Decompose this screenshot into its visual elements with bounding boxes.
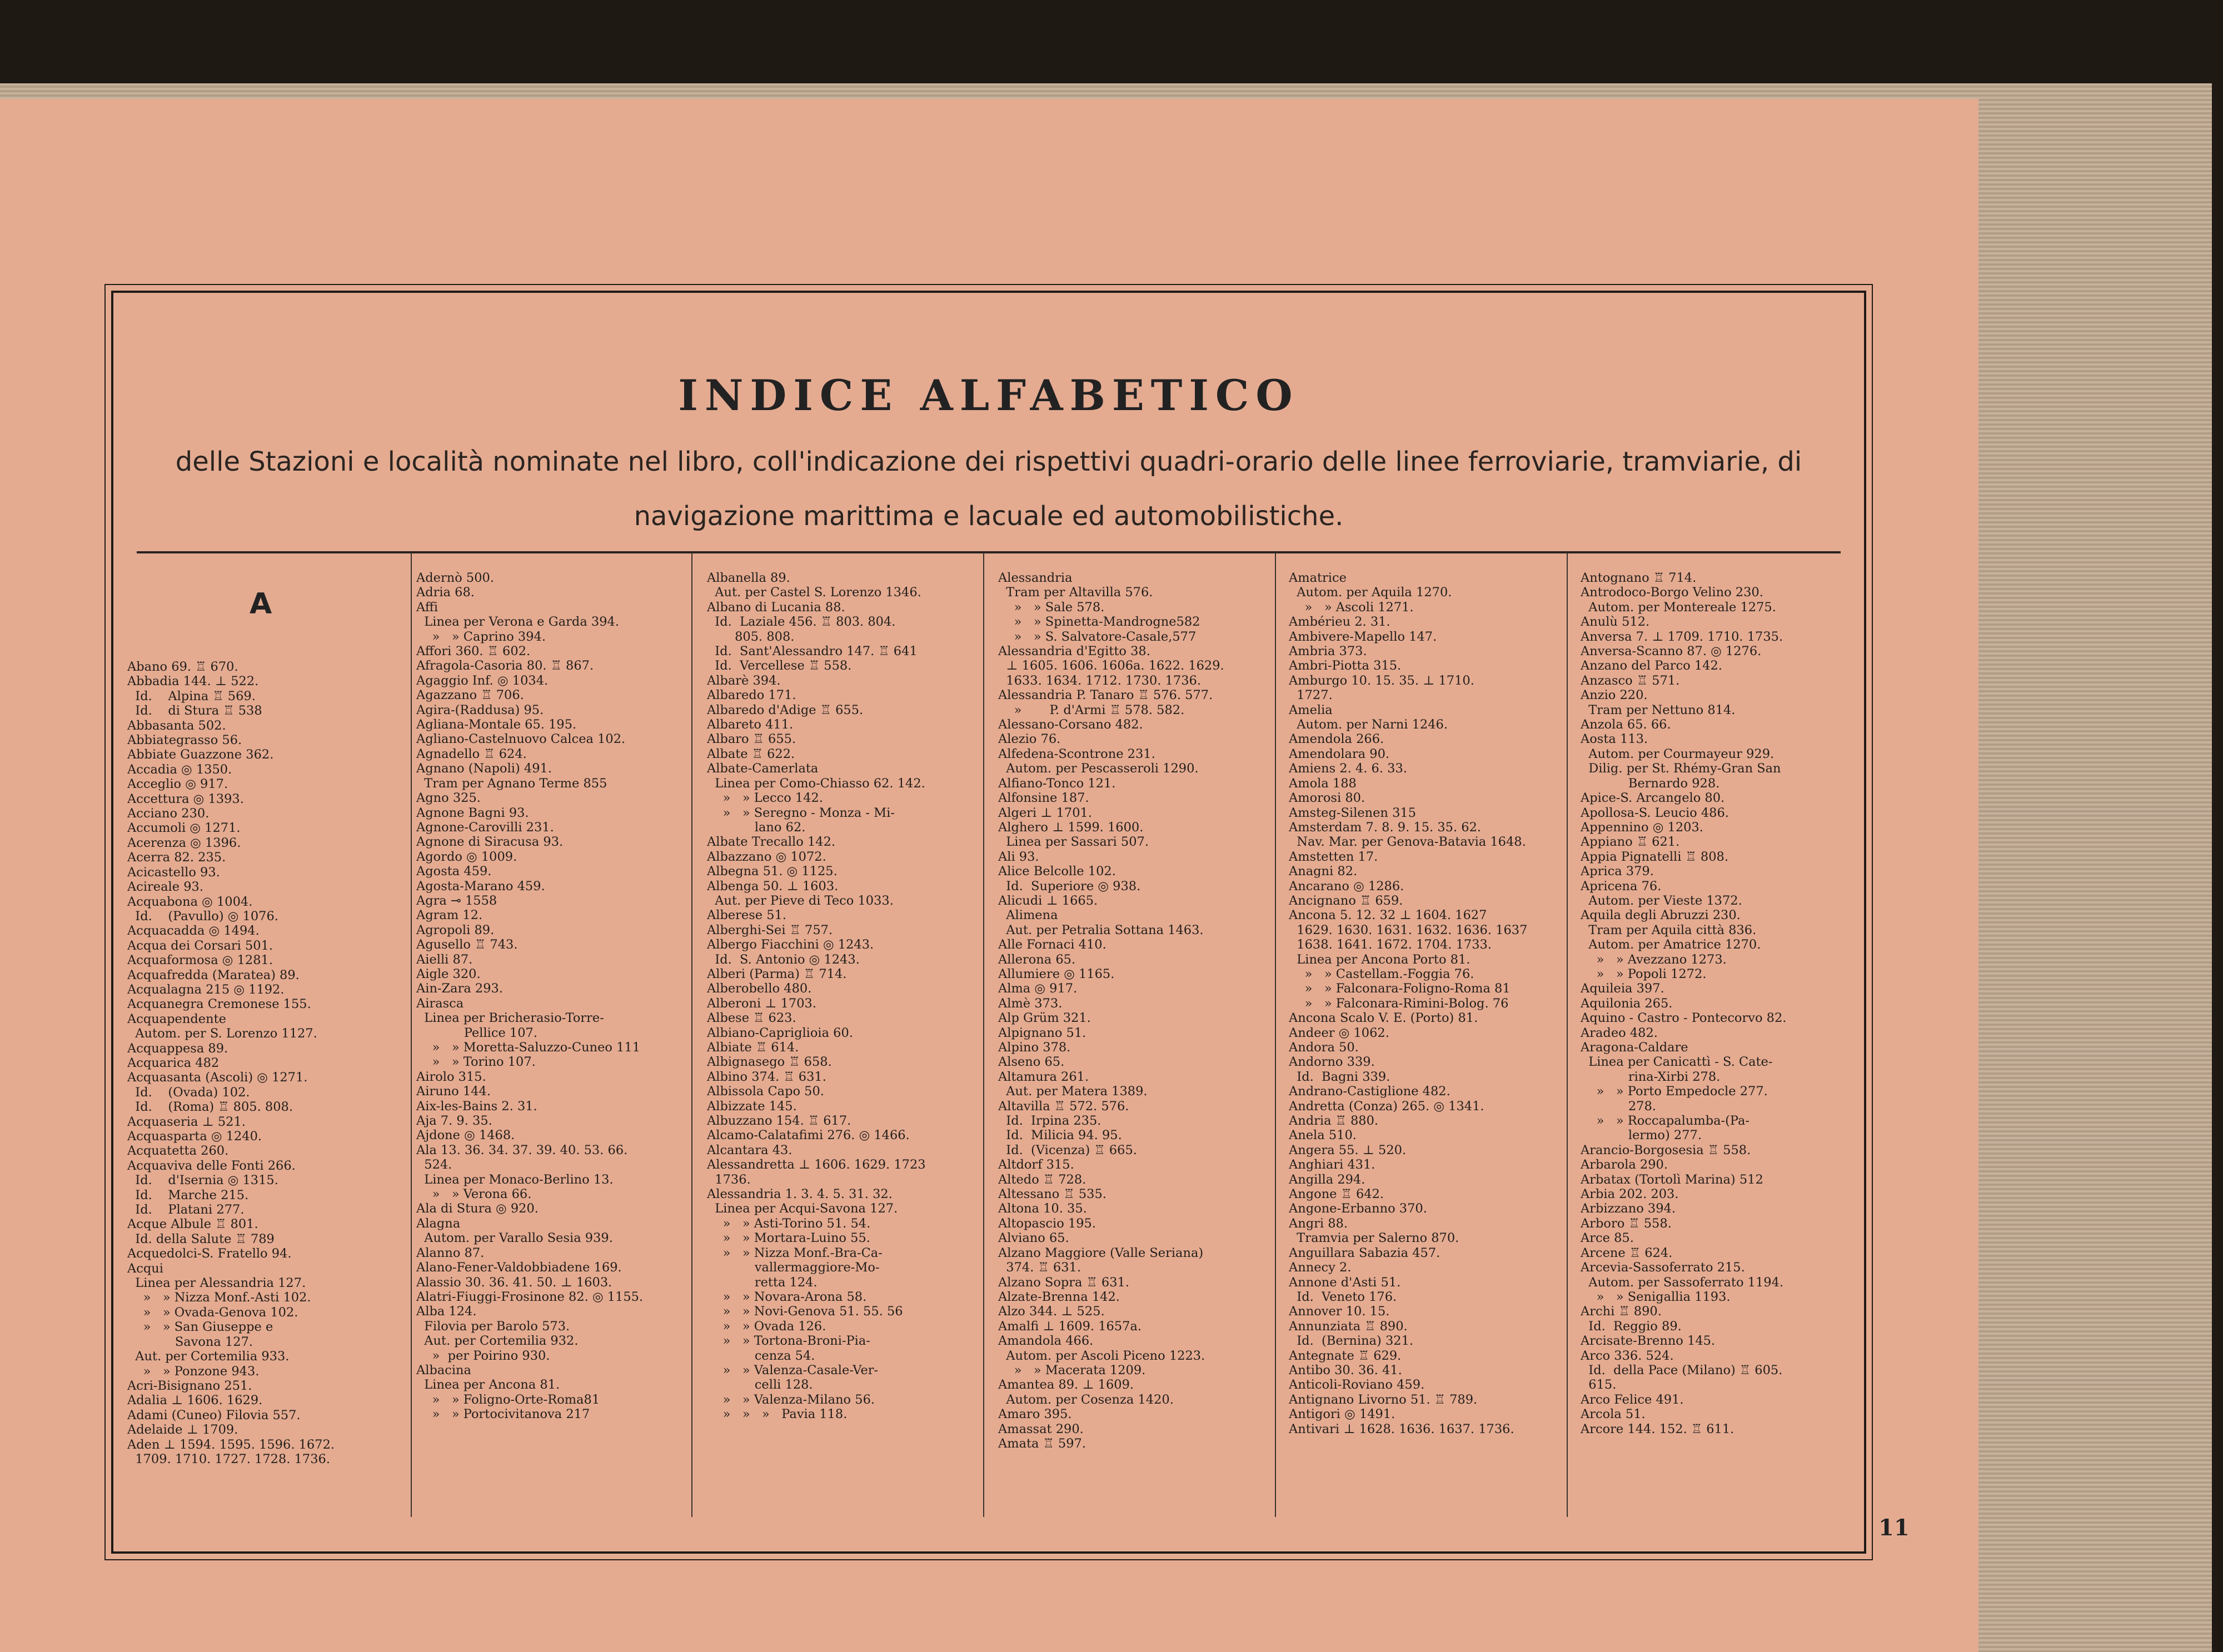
section-letter: A bbox=[250, 587, 272, 621]
index-column-4: Alessandria Tram per Altavilla 576. » » Sale 578. » » Spinetta-Mandrogne582 » » S. Salvatore-Casale,577 Alessandria d'Egitto 38. ⊥ 1605. 1606. 1606a. 1622. 1629. 1633. 1634. 1712. 1730. 1736. Alessandria P. Tanaro ♖ 576. 577. » P. d'Armi ♖ 578. 582. Alessano-Corsano 482. Alezio 76. Alfedena-Scontrone 231. Autom. per Pescasseroli 1290. Alfiano-Tonco 121. Alfonsine 187. Algeri ⊥ 1701. Alghero ⊥ 1599. 1600. Linea per Sassari 507. Ali 93. Alice Belcolle 102. Id. Superiore ◎ 938. Alicudi ⊥ 1665. Alimena Aut. per Petralia Sottana 1463. Alle Fornaci 410. Allerona 65. Allumiere ◎ 1165. Alma ◎ 917. Almè 373. Alp Grüm 321. Alpignano 51. Alpino 378. Alseno 65. Altamura 261. Aut. per Matera 1389. Altavilla ♖ 572. 576. Id. Irpina 235. Id. Milicia 94. 95. Id. (Vicenza) ♖ 665. Altdorf 315. Altedo ♖ 728. Altessano ♖ 535. Altona 10. 35. Altopascio 195. Alviano 65. Alzano Maggiore (Valle Seriana) 374. ♖ 631. Alzano Sopra ♖ 631. Alzate-Brenna 142. Alzo 344. ⊥ 525. Amalfi ⊥ 1609. 1657a. Amandola 466. Autom. per Ascoli Piceno 1223. » » Macerata 1209. Amantea 89. ⊥ 1609. Autom. per Cosenza 1420. Amaro 395. Amassat 290. Amata ♖ 597. bbox=[998, 571, 1224, 1451]
index-column-6: Antognano ♖ 714. Antrodoco-Borgo Velino 230. Autom. per Montereale 1275. Anulù 512. Anversa 7. ⊥ 1709. 1710. 1735. Anversa-Scanno 87. ◎ 1276. Anzano del Parco 142. Anzasco ♖ 571. Anzio 220. Tram per Nettuno 814. Anzola 65. 66. Aosta 113. Autom. per Courmayeur 929. Dilig. per St. Rhémy-Gran San Bernardo 928. Apice-S. Arcangelo 80. Apollosa-S. Leucio 486. Appennino ◎ 1203. Appiano ♖ 621. Appia Pignatelli ♖ 808. Aprica 379. Apricena 76. Autom. per Vieste 1372. Aquila degli Abruzzi 230. Tram per Aquila città 836. Autom. per Amatrice 1270. » » Avezzano 1273. » » Popoli 1272. Aquileia 397. Aquilonia 265. Aquino - Castro - Pontecorvo 82. Aradeo 482. Aragona-Caldare Linea per Canicattì - S. Cate- rina-Xirbi 278. » » Porto Empedocle 277. 278. » » Roccapalumba-(Pa- lermo) 277. Arancio-Borgosesia ♖ 558. Arbarola 290. Arbatax (Tortolì Marina) 512 Arbia 202. 203. Arbizzano 394. Arboro ♖ 558. Arce 85. Arcene ♖ 624. Arcevia-Sassoferrato 215. Autom. per Sassoferrato 1194. » » Senigallia 1193. Archi ♖ 890. Id. Reggio 89. Arcisate-Brenno 145. Arco 336. 524. Id. della Pace (Milano) ♖ 605. 615. Arco Felice 491. Arcola 51. Arcore 144. 152. ♖ 611. bbox=[1581, 571, 1787, 1436]
page-title: INDICE ALFABETICO bbox=[678, 371, 1299, 420]
book-page bbox=[0, 99, 1978, 1652]
index-column-2: Adernò 500. Adria 68. Affi Linea per Verona e Garda 394. » » Caprino 394. Affori 360. ♖ 602. Afragola-Casoria 80. ♖ 867. Agaggio Inf. ◎ 1034. Agazzano ♖ 706. Agira-(Raddusa) 95. Agliana-Montale 65. 195. Agliano-Castelnuovo Calcea 102. Agnadello ♖ 624. Agnano (Napoli) 491. Tram per Agnano Terme 855 Agno 325. Agnone Bagni 93. Agnone-Carovilli 231. Agnone di Siracusa 93. Agordo ◎ 1009. Agosta 459. Agosta-Marano 459. Agra ⊸ 1558 Agram 12. Agropoli 89. Agusello ♖ 743. Aielli 87. Aigle 320. Ain-Zara 293. Airasca Linea per Bricherasio-Torre- Pellice 107. » » Moretta-Saluzzo-Cuneo 111 » » Torino 107. Airolo 315. Airuno 144. Aix-les-Bains 2. 31. Aja 7. 9. 35. Ajdone ◎ 1468. Ala 13. 36. 34. 37. 39. 40. 53. 66. 524. Linea per Monaco-Berlino 13. » » Verona 66. Ala di Stura ◎ 920. Alagna Autom. per Varallo Sesia 939. Alanno 87. Alano-Fener-Valdobbiadene 169. Alassio 30. 36. 41. 50. ⊥ 1603. Alatri-Fiuggi-Frosinone 82. ◎ 1155. Alba 124. Filovia per Barolo 573. Aut. per Cortemilia 932. » per Poirino 930. Albacina Linea per Ancona 81. » » Foligno-Orte-Roma81 » » Portocivitanova 217 bbox=[416, 571, 644, 1422]
header-divider bbox=[137, 551, 1841, 553]
index-column-5: Amatrice Autom. per Aquila 1270. » » Ascoli 1271. Ambérieu 2. 31. Ambivere-Mapello 147. Ambria 373. Ambri-Piotta 315. Amburgo 10. 15. 35. ⊥ 1710. 1727. Amelia Autom. per Narni 1246. Amendola 266. Amendolara 90. Amiens 2. 4. 6. 33. Amola 188 Amorosi 80. Amsteg-Silenen 315 Amsterdam 7. 8. 9. 15. 35. 62. Nav. Mar. per Genova-Batavia 1648. Amstetten 17. Anagni 82. Ancarano ◎ 1286. Ancignano ♖ 659. Ancona 5. 12. 32 ⊥ 1604. 1627 1629. 1630. 1631. 1632. 1636. 1637 1638. 1641. 1672. 1704. 1733. Linea per Ancona Porto 81. » » Castellam.-Foggia 76. » » Falconara-Foligno-Roma 81 » » Falconara-Rimini-Bolog. 76 Ancona Scalo V. E. (Porto) 81. Andeer ◎ 1062. Andora 50. Andorno 339. Id. Bagni 339. Andrano-Castiglione 482. Andretta (Conza) 265. ◎ 1341. Andria ♖ 880. Anela 510. Angera 55. ⊥ 520. Anghiari 431. Angilla 294. Angone ♖ 642. Angone-Erbanno 370. Angri 88. Tramvia per Salerno 870. Anguillara Sabazia 457. Annecy 2. Annone d'Asti 51. Id. Veneto 176. Annover 10. 15. Annunziata ♖ 890. Id. (Bernina) 321. Antegnate ♖ 629. Antibo 30. 36. 41. Anticoli-Roviano 459. Antignano Livorno 51. ♖ 789. Antigori ◎ 1491. Antivari ⊥ 1628. 1636. 1637. 1736. bbox=[1289, 571, 1528, 1436]
index-column-1: Abano 69. ♖ 670. Abbadia 144. ⊥ 522. Id. Alpina ♖ 569. Id. di Stura ♖ 538 Abbasanta 502. Abbiategrasso 56. Abbiate Guazzone 362. Accadia ◎ 1350. Acceglio ◎ 917. Accettura ◎ 1393. Acciano 230. Accumoli ◎ 1271. Acerenza ◎ 1396. Acerra 82. 235. Acicastello 93. Acireale 93. Acquabona ◎ 1004. Id. (Pavullo) ◎ 1076. Acquacadda ◎ 1494. Acqua dei Corsari 501. Acquaformosa ◎ 1281. Acquafredda (Maratea) 89. Acqualagna 215 ◎ 1192. Acquanegra Cremonese 155. Acquapendente Autom. per S. Lorenzo 1127. Acquappesa 89. Acquarica 482 Acquasanta (Ascoli) ◎ 1271. Id. (Ovada) 102. Id. (Roma) ♖ 805. 808. Acquaseria ⊥ 521. Acquasparta ◎ 1240. Acquatetta 260. Acquaviva delle Fonti 266. Id. d'Isernia ◎ 1315. Id. Marche 215. Id. Platani 277. Acque Albule ♖ 801. Id. della Salute ♖ 789 Acquedolci-S. Fratello 94. Acqui Linea per Alessandria 127. » » Nizza Monf.-Asti 102. » » Ovada-Genova 102. » » San Giuseppe e Savona 127. Aut. per Cortemilia 933. » » Ponzone 943. Acri-Bisignano 251. Adalia ⊥ 1606. 1629. Adami (Cuneo) Filovia 557. Adelaide ⊥ 1709. Aden ⊥ 1594. 1595. 1596. 1672. 1709. 1710. 1727. 1728. 1736. bbox=[127, 660, 335, 1466]
index-frame bbox=[111, 291, 1866, 1554]
index-column-3: Albanella 89. Aut. per Castel S. Lorenzo 1346. Albano di Lucania 88. Id. Laziale 456. ♖ 803. 804. 805. 808. Id. Sant'Alessandro 147. ♖ 641 Id. Vercellese ♖ 558. Albarè 394. Albaredo 171. Albaredo d'Adige ♖ 655. Albareto 411. Albaro ♖ 655. Albate ♖ 622. Albate-Camerlata Linea per Como-Chiasso 62. 142. » » Lecco 142. » » Seregno - Monza - Mi- lano 62. Albate Trecallo 142. Albazzano ◎ 1072. Albegna 51. ◎ 1125. Albenga 50. ⊥ 1603. Aut. per Pieve di Teco 1033. Alberese 51. Alberghi-Sei ♖ 757. Albergo Fiacchini ◎ 1243. Id. S. Antonio ◎ 1243. Alberi (Parma) ♖ 714. Alberobello 480. Alberoni ⊥ 1703. Albese ♖ 623. Albiano-Capriglioia 60. Albiate ♖ 614. Albignasego ♖ 658. Albino 374. ♖ 631. Albissola Capo 50. Albizzate 145. Albuzzano 154. ♖ 617. Alcamo-Calatafimi 276. ◎ 1466. Alcantara 43. Alessandretta ⊥ 1606. 1629. 1723 1736. Alessandria 1. 3. 4. 5. 31. 32. Linea per Acqui-Savona 127. » » Asti-Torino 51. 54. » » Mortara-Luino 55. » » Nizza Monf.-Bra-Ca- vallermaggiore-Mo- retta 124. » » Novara-Arona 58. » » Novi-Genova 51. 55. 56 » » Ovada 126. » » Tortona-Broni-Pia- cenza 54. » » Valenza-Casale-Ver- celli 128. » » Valenza-Milano 56. » » » Pavia 118. bbox=[707, 571, 926, 1422]
page-subtitle: delle Stazioni e località nominate nel libro, coll'indicazione dei rispettivi quadri-orario delle linee ferroviarie, tramviarie, di navigazione marittima e lacuale ed automobilistiche. bbox=[175, 446, 1802, 532]
column-separator bbox=[411, 553, 412, 1517]
page-number: 11 bbox=[1878, 1515, 1910, 1541]
